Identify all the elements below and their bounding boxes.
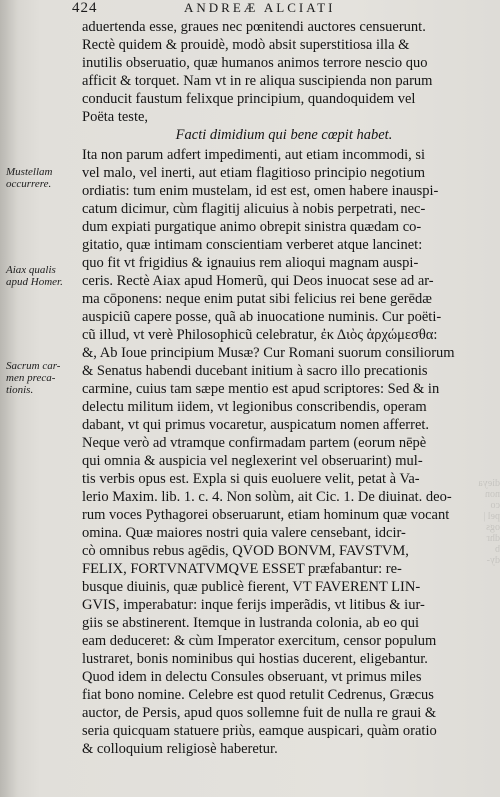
running-head: ANDREÆ ALCIATI	[184, 0, 336, 15]
text-line: giis se abstinerent. Itemque in lustranda colonia, ab eo qui	[82, 615, 420, 631]
text-line: auctor, de Persis, apud quos sollemne fuit de nulla re graui &	[82, 705, 437, 721]
bleed-through-line: dy-	[486, 555, 500, 566]
text-line: inutilis obseruatio, quæ humanos animos terrore nescio quo	[82, 55, 428, 71]
text-line: afficit & torquet. Nam vt in re aliqua suscipienda non parum	[82, 73, 433, 89]
text-line: lustraret, bonis nominibus qui hostias ducerent, eligebantur.	[82, 651, 428, 667]
margin-note-line: Mustellam	[6, 166, 53, 178]
bleed-through-line: dieya	[478, 478, 500, 489]
margin-note-sacrum	[6, 360, 82, 396]
text-line: busque diuinis, quæ publicè fierent, VT FAVERENT LIN-	[82, 579, 421, 595]
text-line: carmine, cuius tam sæpe mentio est apud scriptores: Sed & in	[82, 381, 440, 397]
bleed-through-line: pel |	[483, 511, 500, 522]
margin-note-line: occurrere.	[6, 178, 52, 190]
margin-note-line: tionis.	[6, 384, 34, 396]
text-line: ordiatis: tum enim mustelam, id est est, omen habere inauspi-	[82, 183, 439, 199]
text-line: fiat bono nomine. Celebre est quod retulit Cedrenus, Græcus	[82, 687, 434, 703]
margin-note-mustellam	[6, 166, 82, 190]
body-text	[82, 18, 486, 758]
text-line: lerio Maxim. lib. 1. c. 4. Non solùm, ait Cic. 1. De diuinat. deo-	[82, 489, 452, 505]
bleed-through-line: ogs	[486, 522, 500, 533]
margin-note-line: apud Homer.	[6, 276, 63, 288]
verse-quote: Facti dimidium qui bene cœpit habet.	[175, 127, 393, 143]
text-line: ma cōponens: neque enim putat sibi felicius rei bene gerēdæ	[82, 291, 432, 307]
text-line: Ita non parum adfert impedimenti, aut etiam incommodi, si	[82, 147, 426, 163]
text-line: dum expiati purgatique animo obrepit sinistra quædam co-	[82, 219, 422, 235]
margin-note-aiax	[6, 264, 82, 288]
margin-note-line: Sacrum car-	[6, 360, 61, 372]
text-line: gitatio, quæ intimam conscientiam verberet atque lancinet:	[82, 237, 423, 253]
bleed-through-line: non co	[485, 489, 500, 511]
text-line: seria quicquam statuere priùs, eamque auspicari, quàm oratio	[82, 723, 437, 739]
text-line: aduertenda esse, graues nec pœnitendi auctores censuerunt.	[82, 19, 426, 35]
text-line: qui omnia & auspicia vel neglexerint vel obseruarint) mul-	[82, 453, 423, 469]
text-line: eam deduceret: & cùm Imperator exercitum, censor populum	[82, 633, 437, 649]
text-line: cũ illud, vt verè Philosophicũ celebratur, ἐκ Διὸς ἀρχώμεσθα:	[82, 327, 438, 343]
text-line: catum dicimur, cùm flagitij alicuius à nobis perpetrati, nec-	[82, 201, 426, 217]
text-line: auspiciũ capere posse, quã ab inuocatione numinis. Cur poëti-	[82, 309, 442, 325]
text-line: GVIS, imperabatur: inque ferijs imperãdis, vt litibus & iur-	[82, 597, 425, 613]
bleed-through-line: dhr b	[486, 533, 500, 555]
text-line: tis verbis opus est. Expla si quis euoluere velit, petat à Va-	[82, 471, 420, 487]
text-line: vel malo, vel inerti, aut etiam flagitioso principio negotium	[82, 165, 426, 181]
text-line: ceris. Rectè Aiax apud Homerũ, qui Deos inuocat sese ad ar-	[82, 273, 434, 289]
text-line: delectu militum iidem, vt legionibus conscribendis, operam	[82, 399, 427, 415]
text-line: dabant, vt qui primus vocaretur, auspicatum nomen afferret.	[82, 417, 430, 433]
text-line: FELIX, FORTVNATVMQVE ESSET præfabantur: re-	[82, 561, 402, 577]
text-line: &, Ab Ioue principium Musæ? Cur Romani suorum consiliorum	[82, 345, 455, 361]
text-line: conducit faustum felixque principium, quandoquidem vel	[82, 91, 416, 107]
page-header	[72, 0, 484, 18]
text-line: cò omnibus rebus agēdis, QVOD BONVM, FAVSTVM,	[82, 543, 409, 559]
text-line: omina. Quæ maiores nostri quia valere censebant, idcir-	[82, 525, 406, 541]
bleed-through-text	[478, 478, 500, 566]
margin-note-line: men preca-	[6, 372, 56, 384]
text-line: Quod idem in delectu Consules obseruant, vt primus miles	[82, 669, 422, 685]
text-line: & colloquium religiosè haberetur.	[82, 741, 278, 757]
text-line: rum voces Pythagorei obseruarunt, etiam hominum quæ vocant	[82, 507, 450, 523]
text-line: quo fit vt frigidius & ignauius rem alioqui magnam auspi-	[82, 255, 419, 271]
text-line: Rectè quidem & prouidè, modò absit superstitiosa illa &	[82, 37, 410, 53]
page-number: 424	[72, 0, 98, 16]
text-line: & Senatus habendi ducebant initium à sacro illo precationis	[82, 363, 428, 379]
text-line: Poëta teste,	[82, 109, 149, 125]
text-line: Neque verò ad vtramque confirmadam partem (eorum nēpè	[82, 435, 427, 451]
margin-note-line: Aiax qualis	[6, 264, 56, 276]
